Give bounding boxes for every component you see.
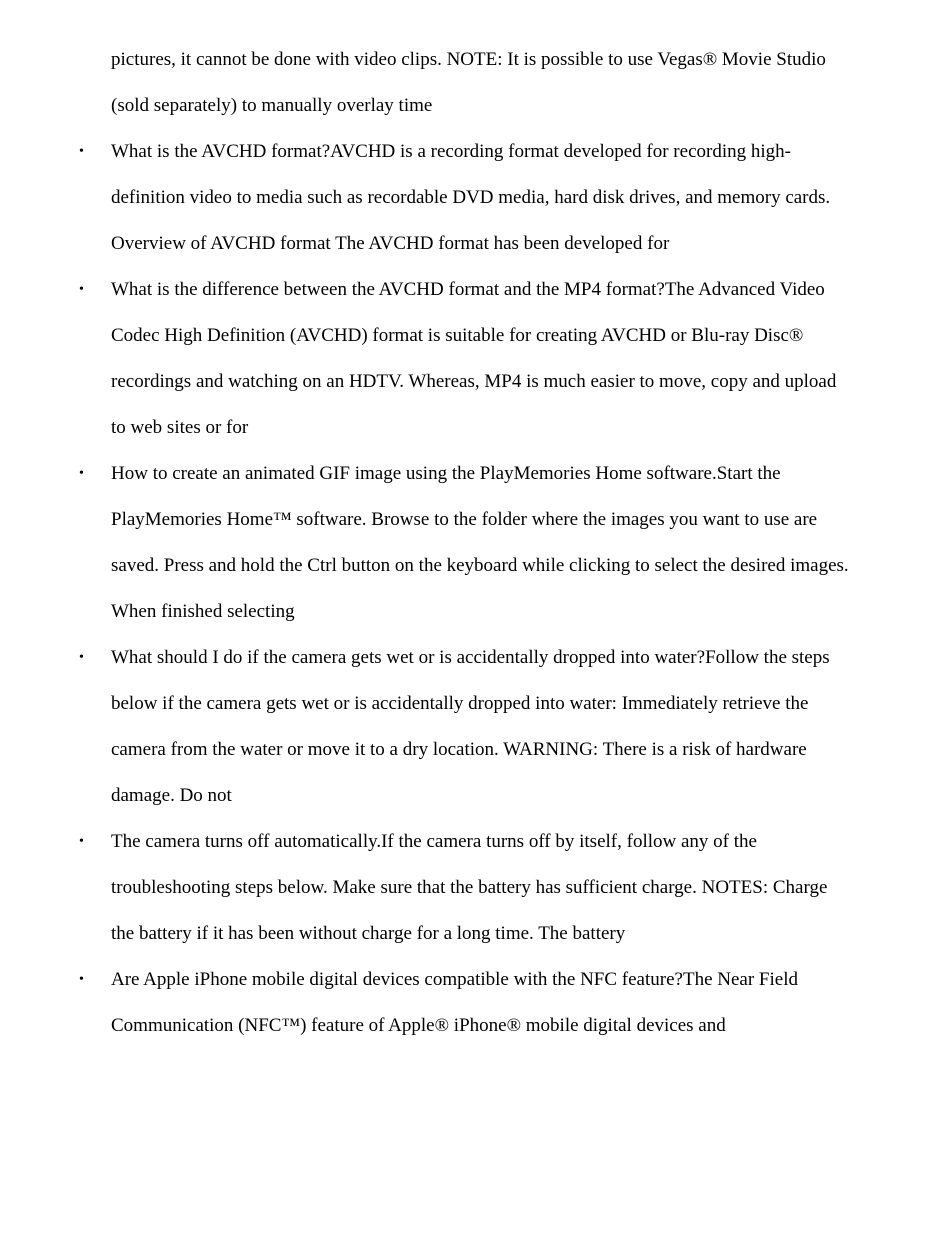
list-item-text: What should I do if the camera gets wet or is accidentally dropped into water?Follow the steps below if the camera gets wet or is accidentally dropped into water: Immediately retrieve the camera from the water or move it to a dry location. WARNING: There is a risk of hardware damage. Do not	[111, 647, 830, 806]
list-item	[0, 957, 851, 1049]
list-item-text: Are Apple iPhone mobile digital devices compatible with the NFC feature?The Near Field Communication (NFC™) feature of Apple® iPhone® mobile digital devices and	[111, 969, 798, 1036]
continuation-paragraph: pictures, it cannot be done with video clips. NOTE: It is possible to use Vegas® Movie Studio (sold separately) to manually overlay time	[111, 49, 826, 116]
faq-bullet-list	[0, 129, 950, 1049]
bullet-icon: •	[79, 144, 84, 159]
list-item	[0, 267, 851, 451]
bullet-icon: •	[79, 972, 84, 987]
list-item	[0, 635, 851, 819]
list-item-text: What is the AVCHD format?AVCHD is a recording format developed for recording high-definition video to media such as recordable DVD media, hard disk drives, and memory cards. Overview of AVCHD format The AVCHD format has been developed for	[111, 141, 831, 254]
list-item	[0, 451, 851, 635]
list-item-text: The camera turns off automatically.If the camera turns off by itself, follow any of the troubleshooting steps below. Make sure that the battery has sufficient charge. NOTES: Charge the battery if it has been without charge for a long time. The battery	[111, 831, 828, 944]
list-item-text: How to create an animated GIF image using the PlayMemories Home software.Start the PlayMemories Home™ software. Browse to the folder where the images you want to use are saved. Press and hold the Ctrl button on the keyboard while clicking to select the desired images. When finished selecting	[111, 463, 849, 622]
list-item	[0, 819, 851, 957]
list-item	[0, 129, 851, 267]
bullet-icon: •	[79, 834, 84, 849]
list-item-text: What is the difference between the AVCHD format and the MP4 format?The Advanced Video Codec High Definition (AVCHD) format is suitable for creating AVCHD or Blu-ray Disc® recordings and watching on an HDTV. Whereas, MP4 is much easier to move, copy and upload to web sites or for	[111, 279, 837, 438]
bullet-icon: •	[79, 282, 84, 297]
bullet-icon: •	[79, 650, 84, 665]
bullet-icon: •	[79, 466, 84, 481]
